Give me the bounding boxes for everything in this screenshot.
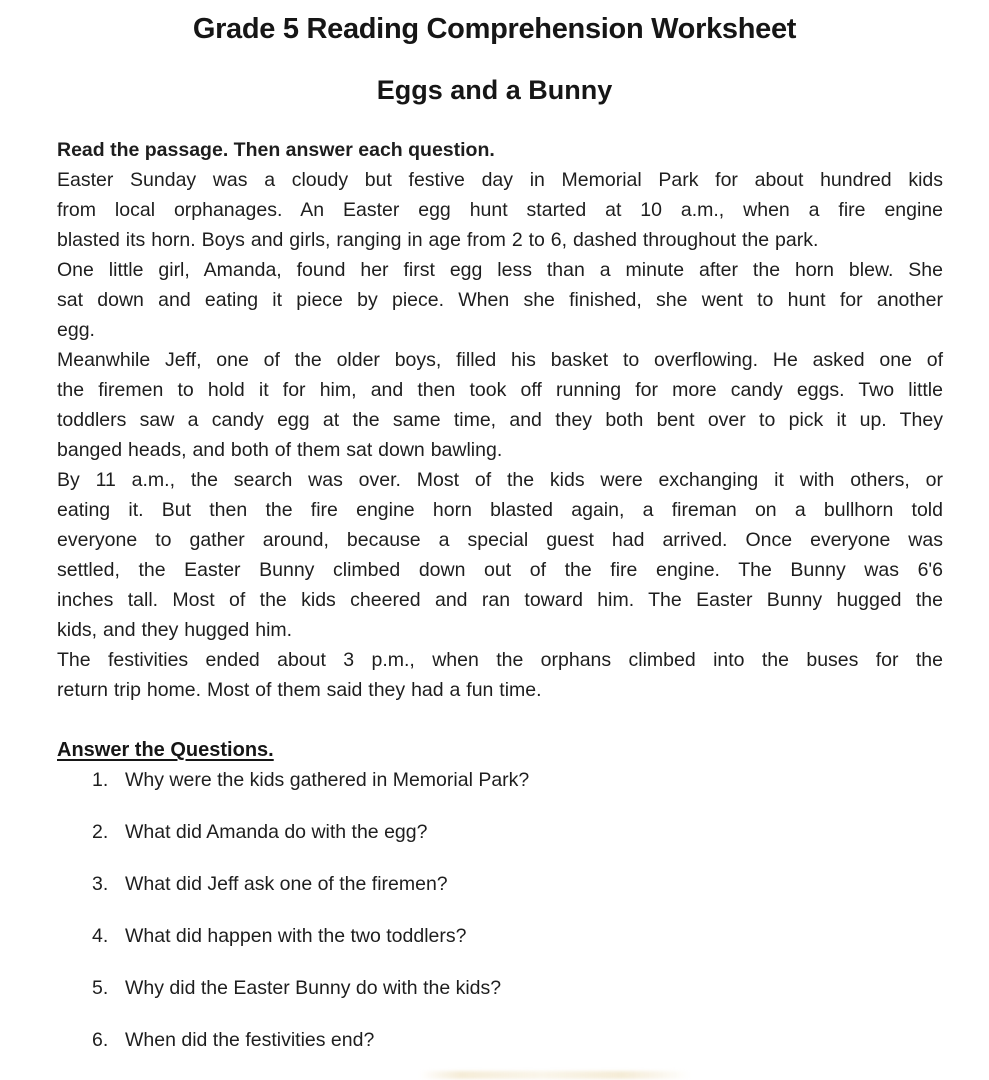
question-text: When did the festivities end? (125, 1029, 375, 1051)
worksheet-content (57, 135, 943, 1055)
reading-passage (57, 165, 943, 705)
passage-line: By 11 a.m., the search was over. Most of the kids were exchanging it with others, or (57, 469, 943, 491)
question-number: 4. (92, 925, 109, 947)
question-item (57, 921, 943, 951)
passage-line: sat down and eating it piece by piece. When she finished, she went to hunt for another (57, 289, 943, 311)
passage-line: from local orphanages. An Easter egg hunt started at 10 a.m., when a fire engine (57, 199, 943, 221)
passage-line: banged heads, and both of them sat down bawling. (57, 439, 503, 461)
passage-line: kids, and they hugged him. (57, 619, 293, 641)
instructions-line: Read the passage. Then answer each question. (57, 139, 495, 161)
question-text: Why were the kids gathered in Memorial Park? (125, 769, 530, 791)
passage-paragraph (57, 645, 943, 705)
question-number: 5. (92, 977, 109, 999)
question-item (57, 869, 943, 899)
passage-line: settled, the Easter Bunny climbed down out of the fire engine. The Bunny was 6'6 (57, 559, 943, 581)
question-text: What did happen with the two toddlers? (125, 925, 467, 947)
question-item (57, 817, 943, 847)
passage-line: eating it. But then the fire engine horn blasted again, a fireman on a bullhorn told (57, 499, 943, 521)
passage-line: The festivities ended about 3 p.m., when the orphans climbed into the buses for the (57, 649, 943, 671)
passage-line: the firemen to hold it for him, and then took off running for more candy eggs. Two little (57, 379, 943, 401)
passage-line: One little girl, Amanda, found her first egg less than a minute after the horn blew. She (57, 259, 943, 281)
footer-watermark-remnant (420, 1071, 690, 1079)
passage-line: return trip home. Most of them said they had a fun time. (57, 679, 542, 701)
question-item (57, 1025, 943, 1055)
question-item (57, 765, 943, 795)
passage-line: blasted its horn. Boys and girls, ranging in age from 2 to 6, dashed throughout the park. (57, 229, 819, 251)
question-number: 2. (92, 821, 109, 843)
question-text: What did Jeff ask one of the firemen? (125, 873, 448, 895)
question-text: What did Amanda do with the egg? (125, 821, 428, 843)
passage-line: inches tall. Most of the kids cheered and ran toward him. The Easter Bunny hugged the (57, 589, 943, 611)
passage-paragraph (57, 255, 943, 345)
questions-list (57, 765, 943, 1055)
question-text: Why did the Easter Bunny do with the kids? (125, 977, 502, 999)
passage-line: Easter Sunday was a cloudy but festive day in Memorial Park for about hundred kids (57, 169, 943, 191)
passage-line: egg. (57, 319, 95, 341)
answer-questions-heading: Answer the Questions. (57, 739, 274, 761)
passage-line: Meanwhile Jeff, one of the older boys, filled his basket to overflowing. He asked one of (57, 349, 943, 371)
page-title: Grade 5 Reading Comprehension Worksheet (192, 13, 797, 45)
question-number: 3. (92, 873, 109, 895)
passage-line: toddlers saw a candy egg at the same time, and they both bent over to pick it up. They (57, 409, 943, 431)
passage-title: Eggs and a Bunny (376, 75, 613, 105)
passage-line: everyone to gather around, because a special guest had arrived. Once everyone was (57, 529, 943, 551)
question-number: 6. (92, 1029, 109, 1051)
passage-paragraph (57, 165, 943, 255)
question-number: 1. (92, 769, 109, 791)
passage-paragraph (57, 345, 943, 465)
question-item (57, 973, 943, 1003)
passage-paragraph (57, 465, 943, 645)
